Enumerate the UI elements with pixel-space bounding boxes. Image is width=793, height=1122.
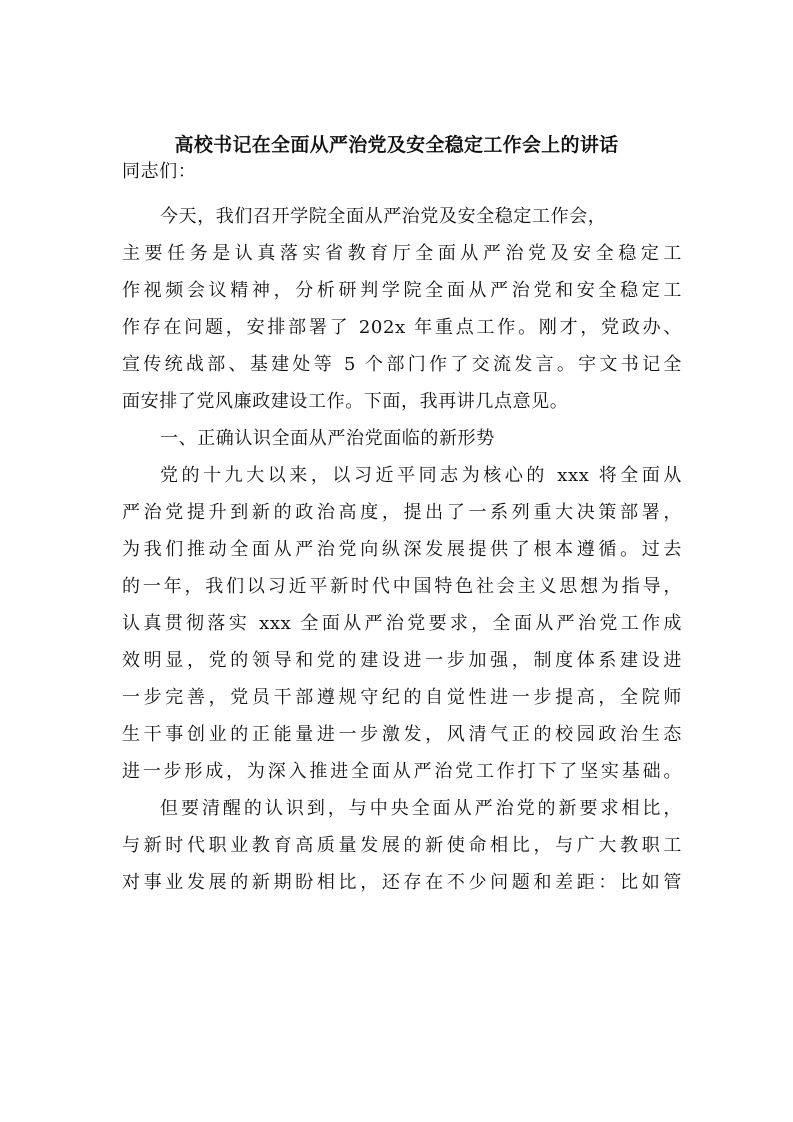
text-line: 为我们推动全面从严治党向纵深发展提供了根本遵循。过去 bbox=[122, 539, 682, 560]
salutation: 同志们： bbox=[122, 161, 197, 182]
text-line: 今天，我们召开学院全面从严治党及安全稳定工作会， bbox=[160, 206, 607, 227]
section-heading: 一、正确认识全面从严治党面临的新形势 bbox=[160, 428, 495, 449]
text-line: 生干事创业的正能量进一步激发，风清气正的校园政治生态 bbox=[122, 724, 682, 745]
text-line: 宣传统战部、基建处等 5 个部门作了交流发言。宇文书记全 bbox=[122, 354, 682, 375]
text-line: 严治党提升到新的政治高度，提出了一系列重大决策部署， bbox=[122, 502, 682, 523]
text-line: 的一年，我们以习近平新时代中国特色社会主义思想为指导， bbox=[122, 576, 682, 597]
text-line: 与新时代职业教育高质量发展的新使命相比，与广大教职工 bbox=[122, 835, 682, 856]
text-line: 党的十九大以来，以习近平同志为核心的 xxx 将全面从 bbox=[160, 465, 682, 486]
text-line: 一步完善，党员干部遵规守纪的自觉性进一步提高，全院师 bbox=[122, 687, 682, 708]
text-line: 面安排了党风廉政建设工作。下面，我再讲几点意见。 bbox=[122, 391, 569, 412]
text-line: 作存在问题，安排部署了 202x 年重点工作。刚才，党政办、 bbox=[122, 317, 682, 338]
text-line: 主要任务是认真落实省教育厅全面从严治党及安全稳定工 bbox=[122, 243, 682, 264]
text-line: 对事业发展的新期盼相比，还存在不少问题和差距：比如管 bbox=[122, 872, 682, 893]
text-line: 认真贯彻落实 xxx 全面从严治党要求，全面从严治党工作成 bbox=[122, 613, 682, 634]
text-line: 效明显，党的领导和党的建设进一步加强，制度体系建设进 bbox=[122, 650, 682, 671]
text-line: 但要清醒的认识到，与中央全面从严治党的新要求相比， bbox=[160, 798, 682, 819]
text-line: 作视频会议精神，分析研判学院全面从严治党和安全稳定工 bbox=[122, 280, 682, 301]
text-line: 进一步形成，为深入推进全面从严治党工作打下了坚实基础。 bbox=[122, 761, 682, 782]
document-title: 高校书记在全面从严治党及安全稳定工作会上的讲话 bbox=[174, 134, 619, 156]
